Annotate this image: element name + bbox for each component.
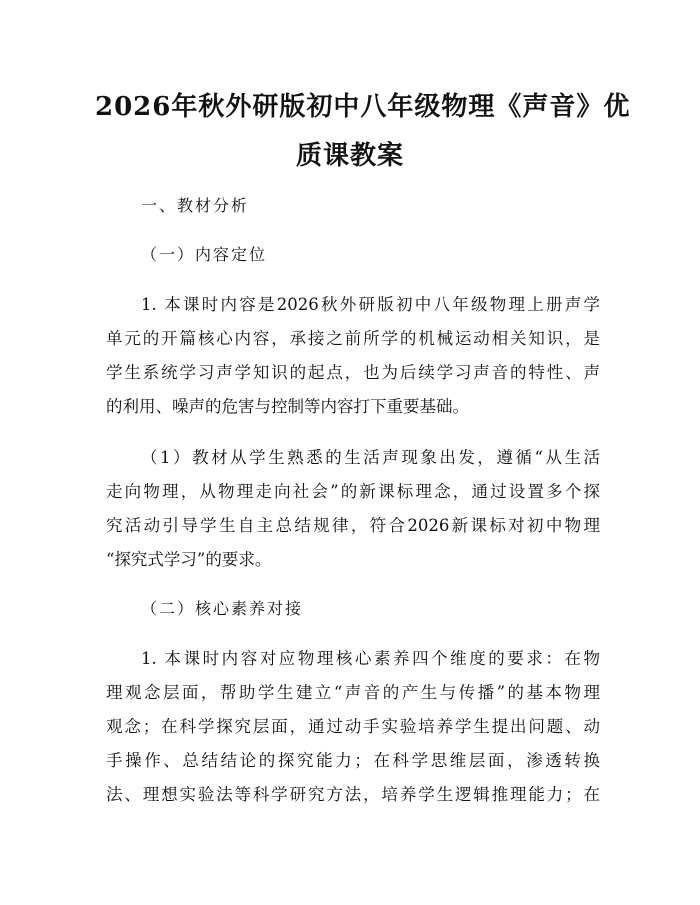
section-heading-textbook-analysis: 一、教材分析 [141,196,250,215]
paragraph-line: 学生系统学习声学知识的起点，也为后续学习声音的特性、声 [106,363,600,382]
paragraph-line: 单元的开篇核心内容，承接之前所学的机械运动相关知识，是 [106,329,600,348]
subsection-heading-content-positioning: （一）内容定位 [141,245,268,264]
paragraph-line: “探究式学习”的要求。 [106,550,272,569]
paragraph-line: 理观念层面，帮助学生建立“声音的产生与传播”的基本物理 [106,683,600,702]
paragraph-line: 的利用、噪声的危害与控制等内容打下重要基础。 [106,397,469,416]
paragraph-line: 1. 本课时内容对应物理核心素养四个维度的要求：在物 [141,649,600,668]
paragraph-line: 究活动引导学生自主总结规律，符合2026新课标对初中物理 [106,516,600,535]
document-title-line-2: 质课教案 [295,141,404,171]
paragraph-line: 走向物理，从物理走向社会”的新课标理念，通过设置多个探 [106,482,600,501]
paragraph-line: 观念；在科学探究层面，通过动手实验培养学生提出问题、动 [106,717,600,736]
document-title-line-1: 2026年秋外研版初中八年级物理《声音》优 [95,92,631,122]
paragraph-line: （1）教材从学生熟悉的生活声现象出发，遵循“从生活 [141,448,600,467]
paragraph-line: 法、理想实验法等科学研究方法，培养学生逻辑推理能力；在 [106,785,600,804]
paragraph-line: 1. 本课时内容是2026秋外研版初中八年级物理上册声学 [141,295,600,314]
paragraph-line: 手操作、总结结论的探究能力；在科学思维层面，渗透转换 [106,751,600,770]
subsection-heading-core-literacy: （二）核心素养对接 [141,599,304,618]
